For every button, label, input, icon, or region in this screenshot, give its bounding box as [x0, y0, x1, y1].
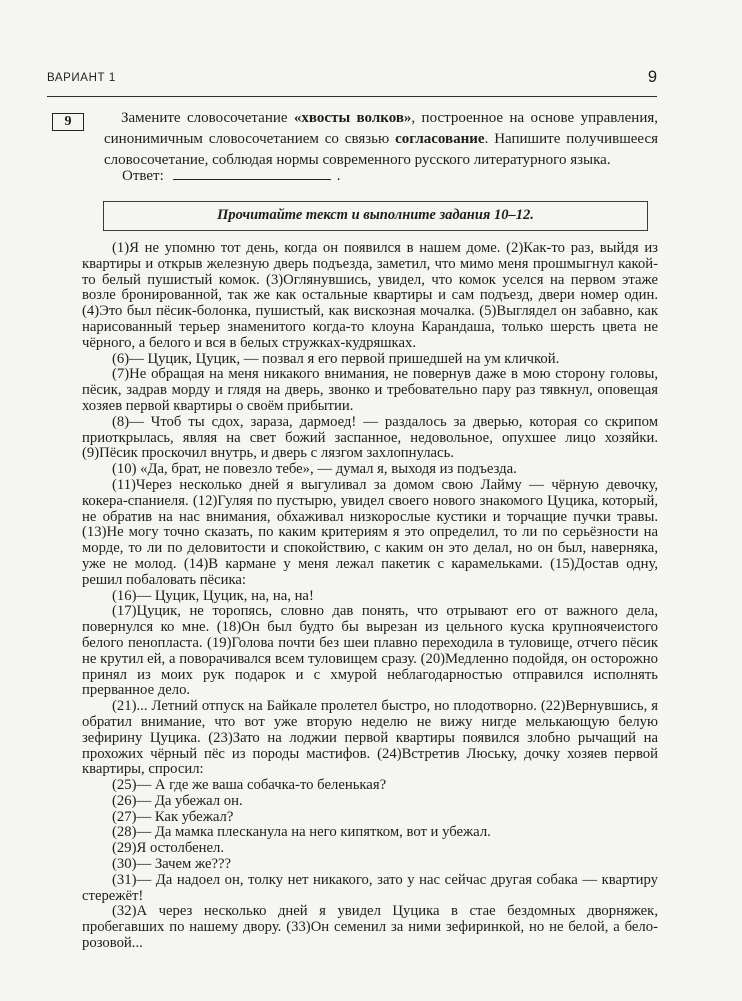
task-text-part: Замените словосочетание — [121, 110, 294, 126]
story-paragraphs — [82, 241, 658, 952]
story-paragraph: (16)— Цуцик, Цуцик, на, на, на! — [112, 587, 314, 604]
story-paragraph: (10) «Да, брат, не повезло тебе», — думал я, выходя из подъезда. — [112, 461, 517, 478]
task-9-text — [104, 108, 658, 171]
page-header — [47, 68, 657, 87]
story-paragraph: (21)... Летний отпуск на Байкале пролетел быстро, но плодотворно. (22)Вернувшись, я обратил внимание, что вот уже вторую неделю не вижу нигде мелькающую белую зефирину Цуцика. (23)Зато на лоджии первой квартиры появился злобно рычащий на прохожих чёрный пёс из породы мастифов. (24)Встретив Люську, дочку хозяев первой квартиры, спросил: — [82, 698, 658, 778]
story-paragraph: (8)— Чтоб ты сдох, зараза, дармоед! — раздалось за дверью, которая со скрипом приоткрылась, являя на свет божий заспанное, недовольное, опухшее лицо хозяйки. (9)Пёсик проскочил внутрь, и дверь с лязгом захлопнулась. — [82, 413, 658, 462]
story-paragraph: (31)— Да надоел он, толку нет никакого, зато у нас сейчас другая собака — квартиру стережёт! — [82, 871, 658, 904]
story-paragraph: (28)— Да мамка плесканула на него кипятком, вот и убежал. — [112, 824, 491, 841]
story-paragraph: (32)А через несколько дней я увидел Цуцика в стае бездомных дворняжек, пробегавших по нашему двору. (33)Он семенил за ними зефиринкой, но не белой, а бело-розовой... — [82, 903, 658, 952]
answer-row — [122, 166, 341, 185]
story-paragraph: (7)Не обращая на меня никакого внимания, не повернув даже в мою сторону головы, пёсик, задрав морду и глядя на дверь, звонко и требовательно пару раз тявкнул, оповещая хозяев первой квартиры о своём прибытии. — [82, 366, 658, 414]
variant-label: ВАРИАНТ 1 — [47, 72, 116, 84]
instruction-text: Прочитайте текст и выполните задания 10–12. — [217, 207, 534, 223]
task-number-box — [52, 113, 84, 131]
task-text-part: . Напишите получившееся словосочетание, соблюдая нормы современного русского литературного языка. — [104, 131, 659, 168]
answer-suffix: . — [336, 168, 341, 184]
story-paragraph: (27)— Как убежал? — [112, 808, 234, 825]
header-rule — [47, 96, 657, 97]
story-paragraph: (6)— Цуцик, Цуцик, — позвал я его первой пришедшей на ум кличкой. — [112, 350, 560, 367]
answer-blank-line — [173, 166, 331, 180]
story-paragraph: (26)— Да убежал он. — [112, 792, 243, 809]
task-text-bold-term: согласование — [395, 131, 485, 147]
story-paragraph: (29)Я остолбенел. — [112, 840, 225, 857]
task-text-bold-phrase: «хвосты волков» — [293, 110, 412, 126]
instruction-box — [103, 201, 648, 231]
story-paragraph: (11)Через несколько дней я выгуливал за домом свою Лайму — чёрную девочку, кокера-спаниеля. (12)Гуляя по пустырю, увидел своего нового знакомого Цуцика, который, не обратив на нас внимания, обхаживал низкорослые кустики и торчащие пучки травы. (13)Не могу точно сказать, по каким критериям я это определил, то ли по серьёзности на морде, то ли по деловитости и спокойствию, с каким он это делал, но он был, наверняка, уже не молод. (14)В кармане у меня лежал пакетик с карамельками. (15)Достав одну, решил побаловать пёсика: — [82, 476, 658, 588]
story-text — [82, 241, 658, 952]
story-paragraph: (30)— Зачем же??? — [112, 856, 232, 873]
task-number: 9 — [64, 114, 72, 129]
story-paragraph: (17)Цуцик, не торопясь, словно дав понять, что отрывают его от важного дела, повернулся ко мне. (18)Он был будто бы вырезан из цельного куска крупноячеистого белого пенопласта. (19)Голова почти без шеи плавно переходила в туловище, отчего пёсик не крутил ей, а поворачивался всем туловищем сразу. (20)Медленно подойдя, он осторожно принял из моих рук подарок и с хмурой неблагодарностью отправился исполнять прерванное дело. — [82, 603, 658, 699]
task-text-part: , построенное на основе управления, синонимичным словосочетанием со связью — [104, 110, 659, 147]
story-paragraph: (25)— А где же ваша собачка-то беленькая? — [112, 777, 387, 794]
story-paragraph: (1)Я не упомню тот день, когда он появился в нашем доме. (2)Как-то раз, выйдя из квартиры и открыв железную дверь подъезда, заметил, что мимо меня прошмыгнул какой-то белый пушистый комок. (3)Оглянувшись, увидел, что комок уселся на первом этаже возле бронированной, так же как остальные квартиры и сам подъезд, двери номер один. (4)Это был пёсик-болонка, пушистый, как вискозная мочалка. (5)Выглядел он забавно, как нарисованный терьер знаменитого когда-то клоуна Карандаша, только шерсть цвета не чёрного, а белого и вся в белых стружках-кудряшках. — [82, 240, 658, 351]
answer-label: Ответ: — [122, 168, 164, 184]
page-number: 9 — [647, 68, 657, 86]
